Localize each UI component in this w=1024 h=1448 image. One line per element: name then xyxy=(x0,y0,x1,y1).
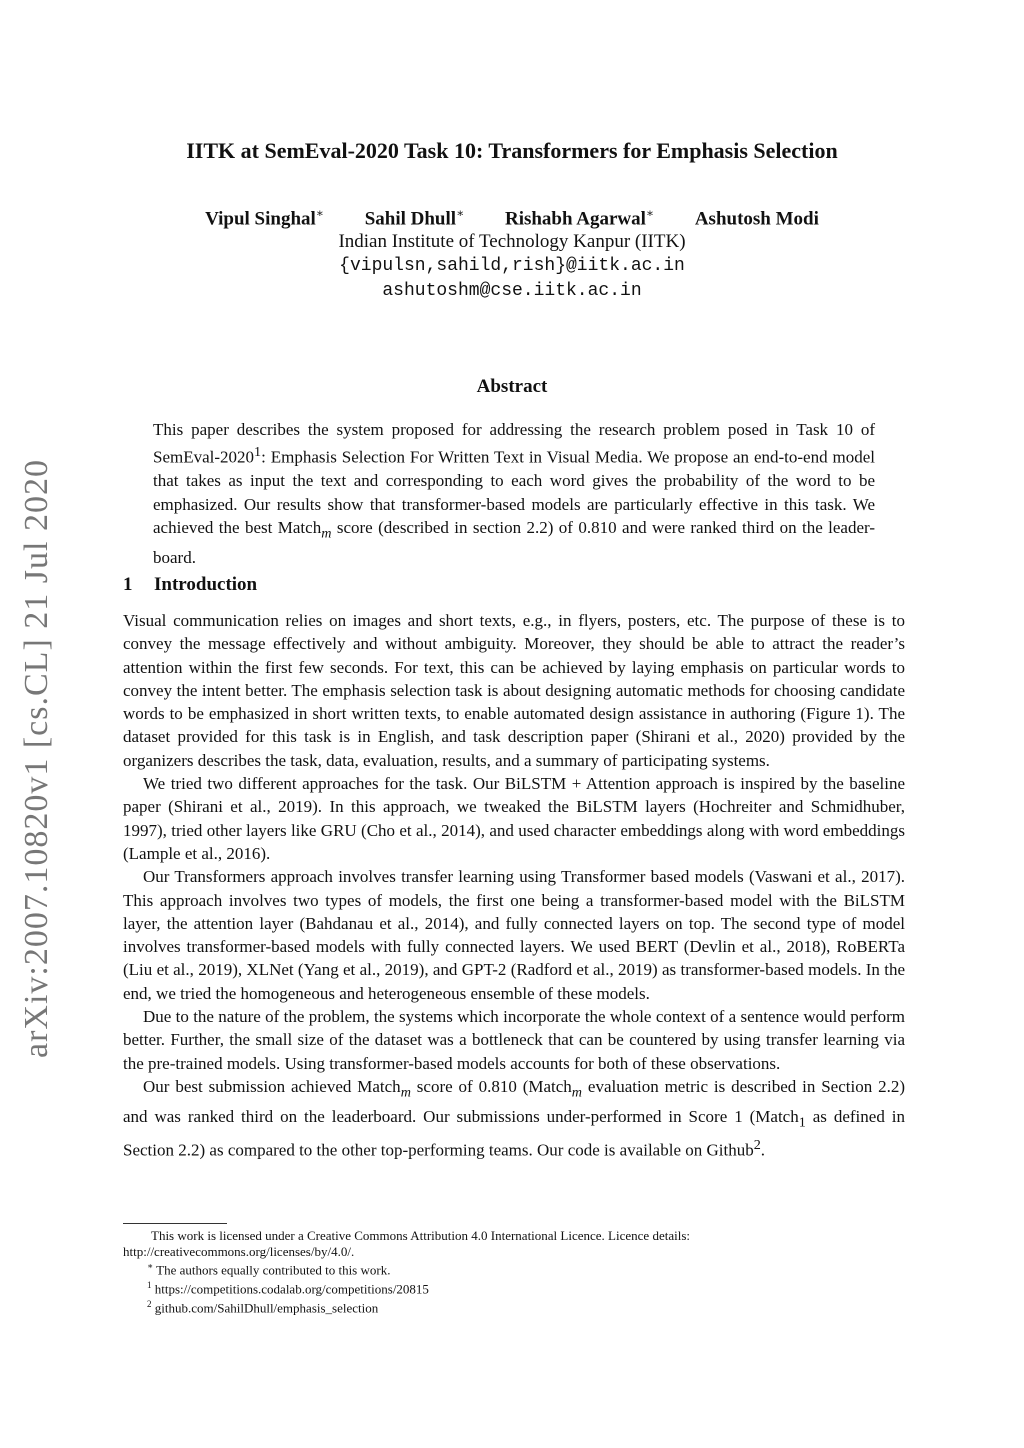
license-footnote: This work is licensed under a Creative Commons Attribution 4.0 International Licence. Licence details: http://creativecommons.org/licenses/by/4.0/. xyxy=(123,1228,690,1259)
author-name: Vipul Singhal∗ xyxy=(205,206,324,230)
abstract-heading: Abstract xyxy=(476,376,548,397)
footnotes xyxy=(123,1228,905,1315)
author-name: Sahil Dhull∗ xyxy=(364,206,465,230)
footnote: $^2$ github.com/SahilDhull/emphasis_selection xyxy=(147,1298,379,1315)
section-body xyxy=(123,609,905,1162)
paper-title: IITK at SemEval-2020 Task 10: Transformers for Emphasis Selection xyxy=(186,138,838,163)
paragraph: We tried two different approaches for the task. Our BiLSTM + Attention approach is inspired by the baseline paper (Shirani et al., 2019). In this approach, we tweaked the BiLSTM layers (Hochreiter and Schmidhuber, 1997), tried other layers like GRU (Cho et al., 2014), and used character embeddings along with word embeddings (Lample et al., 2016). xyxy=(123,774,905,863)
footnote-ref: 1 xyxy=(254,444,262,461)
footnote-divider xyxy=(123,1223,227,1224)
section-heading: 1 Introduction xyxy=(123,574,258,595)
paragraph: Visual communication relies on images and short texts, e.g., in flyers, posters, etc. The purpose of these is to convey the message effectively and without ambiguity. Moreover, they should be able to attract the reader’s attention within the first few seconds. For text, this can be achieved by laying emphasis on particular words to convey the intent better. The emphasis selection task is about designing automatic methods for choosing candidate words to be emphasized in short written texts, to enable automated design assistance in authoring (Figure 1). The dataset provided for this task is in English, and task description paper (Shirani et al., 2020) provided by the organizers describes the task, data, evaluation, results, and a summary of participating systems. xyxy=(123,611,905,770)
author-email: {vipulsn,sahild,rish}@iitk.ac.in xyxy=(339,256,685,276)
author-email: ashutoshm@cse.iitk.ac.in xyxy=(382,281,642,301)
footnote: ∗ The authors equally contributed to this work. xyxy=(147,1261,391,1278)
paragraph: Due to the nature of the problem, the systems which incorporate the whole context of a sentence would perform better. Further, the small size of the dataset was a bottleneck that can be countered by using transfer learning via the pre-trained models. Using transformer-based models accounts for both of these observations. xyxy=(123,1007,905,1073)
author-affiliation: Indian Institute of Technology Kanpur (IITK) xyxy=(338,231,686,252)
author-name: Ashutosh Modi xyxy=(694,208,819,230)
paragraph: Our Transformers approach involves transfer learning using Transformer based models (Vaswani et al., 2017). This approach involves two types of models, the first one being a transformer-based model with the BiLSTM layer, the attention layer (Bahdanau et al., 2014), and fully connected layers on top. The second type of model involves transformer-based models with fully connected layers. We used BERT (Devlin et al., 2018), RoBERTa (Liu et al., 2019), XLNet (Yang et al., 2019), and GPT-2 (Radford et al., 2019) as transformer-based models. In the end, we tried the homogeneous and heterogeneous ensemble of these models. xyxy=(123,867,905,1003)
paragraph: Our best submission achieved Match$_m$ score of 0.810 (Match$_m$ evaluation metric is described in Section 2.2) and was ranked third on the leaderboard. Our submissions under-performed in Score 1 (Match$_1$ as defined in Section 2.2) as compared to the other top-performing teams. Our code is available on Github$^2$. xyxy=(123,1076,905,1160)
footnote: $^1$ https://competitions.codalab.org/competitions/20815 xyxy=(147,1279,429,1297)
abstract-text: This paper describes the system proposed for addressing the research problem posed in Task 10 of SemEval-2020$^1$: Emphasis Selection For Written Text in Visual Media. We propose an end-to-end model that takes as input the text and corresponding to each word gives the probability of the word to be emphasized. Our results show that transformer-based models are particularly effective in this task. We achieved the best Match$_m$ score (described in section 2.2) of 0.810 and were ranked third on the leader-board. xyxy=(153,420,875,567)
arxiv-identifier-stamp: arXiv:2007.10820v1 [cs.CL] 21 Jul 2020 xyxy=(18,459,55,1058)
author-name: Rishabh Agarwal∗ xyxy=(504,206,655,230)
author-list xyxy=(0,206,1024,230)
